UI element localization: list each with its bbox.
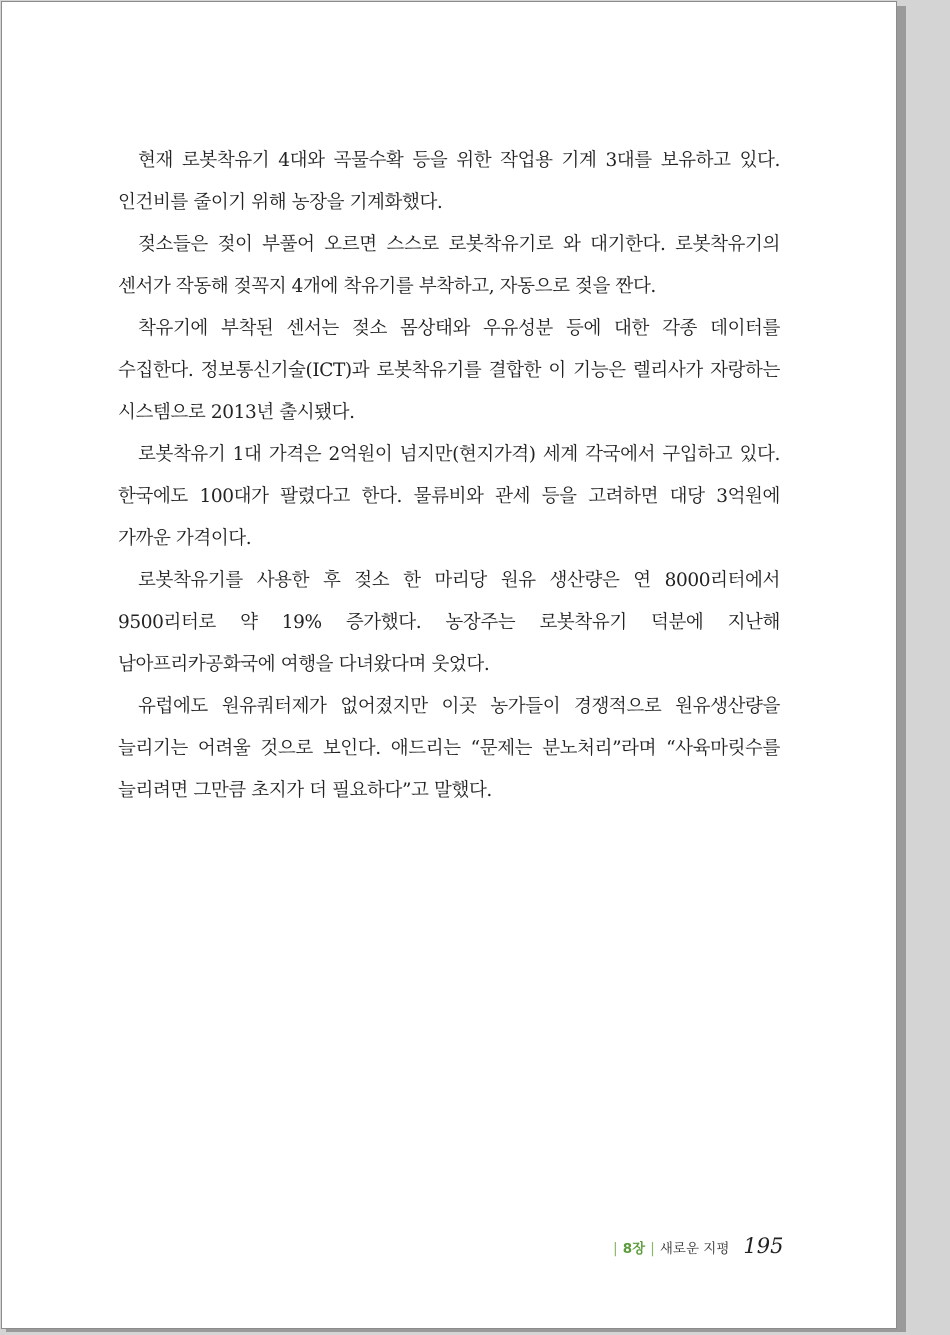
paragraph-4: 로봇착유기 1대 가격은 2억원이 넘지만(현지가격) 세계 각국에서 구입하고 있다. 한국에도 100대가 팔렸다고 한다. 물류비와 관세 등을 고려하면 대당 3억원에 가까운 가격이다. xyxy=(118,444,780,549)
book-page xyxy=(1,1,897,1329)
paragraph-1: 현재 로봇착유기 4대와 곡물수확 등을 위한 작업용 기계 3대를 보유하고 있다. 인건비를 줄이기 위해 농장을 기계화했다. xyxy=(118,150,780,213)
body-text xyxy=(118,140,780,812)
footer-divider: | xyxy=(613,1241,618,1257)
paragraph-5: 로봇착유기를 사용한 후 젖소 한 마리당 원유 생산량은 연 8000리터에서 9500리터로 약 19% 증가했다. 농장주는 로봇착유기 덕분에 지난해 남아프리카공화국에 여행을 다녀왔다며 웃었다. xyxy=(118,570,780,675)
chapter-label: 8장 xyxy=(622,1241,646,1257)
paragraph-3: 착유기에 부착된 센서는 젖소 몸상태와 우유성분 등에 대한 각종 데이터를 수집한다. 정보통신기술(ICT)과 로봇착유기를 결합한 이 기능은 렐리사가 자랑하는 시스템으로 2013년 출시됐다. xyxy=(118,318,780,423)
paragraph-6: 유럽에도 원유쿼터제가 없어졌지만 이곳 농가들이 경쟁적으로 원유생산량을 늘리기는 어려울 것으로 보인다. 애드리는 “문제는 분노처리”라며 “사육마릿수를 늘리려면 그만큼 초지가 더 필요하다”고 말했다. xyxy=(118,696,780,801)
page-footer xyxy=(608,1234,783,1258)
paragraph-2: 젖소들은 젖이 부풀어 오르면 스스로 로봇착유기로 와 대기한다. 로봇착유기의 센서가 작동해 젖꼭지 4개에 착유기를 부착하고, 자동으로 젖을 짠다. xyxy=(118,234,780,297)
footer-divider-mid: | xyxy=(650,1241,655,1257)
section-title: 새로운 지평 xyxy=(659,1241,730,1257)
page-number: 195 xyxy=(743,1234,784,1258)
